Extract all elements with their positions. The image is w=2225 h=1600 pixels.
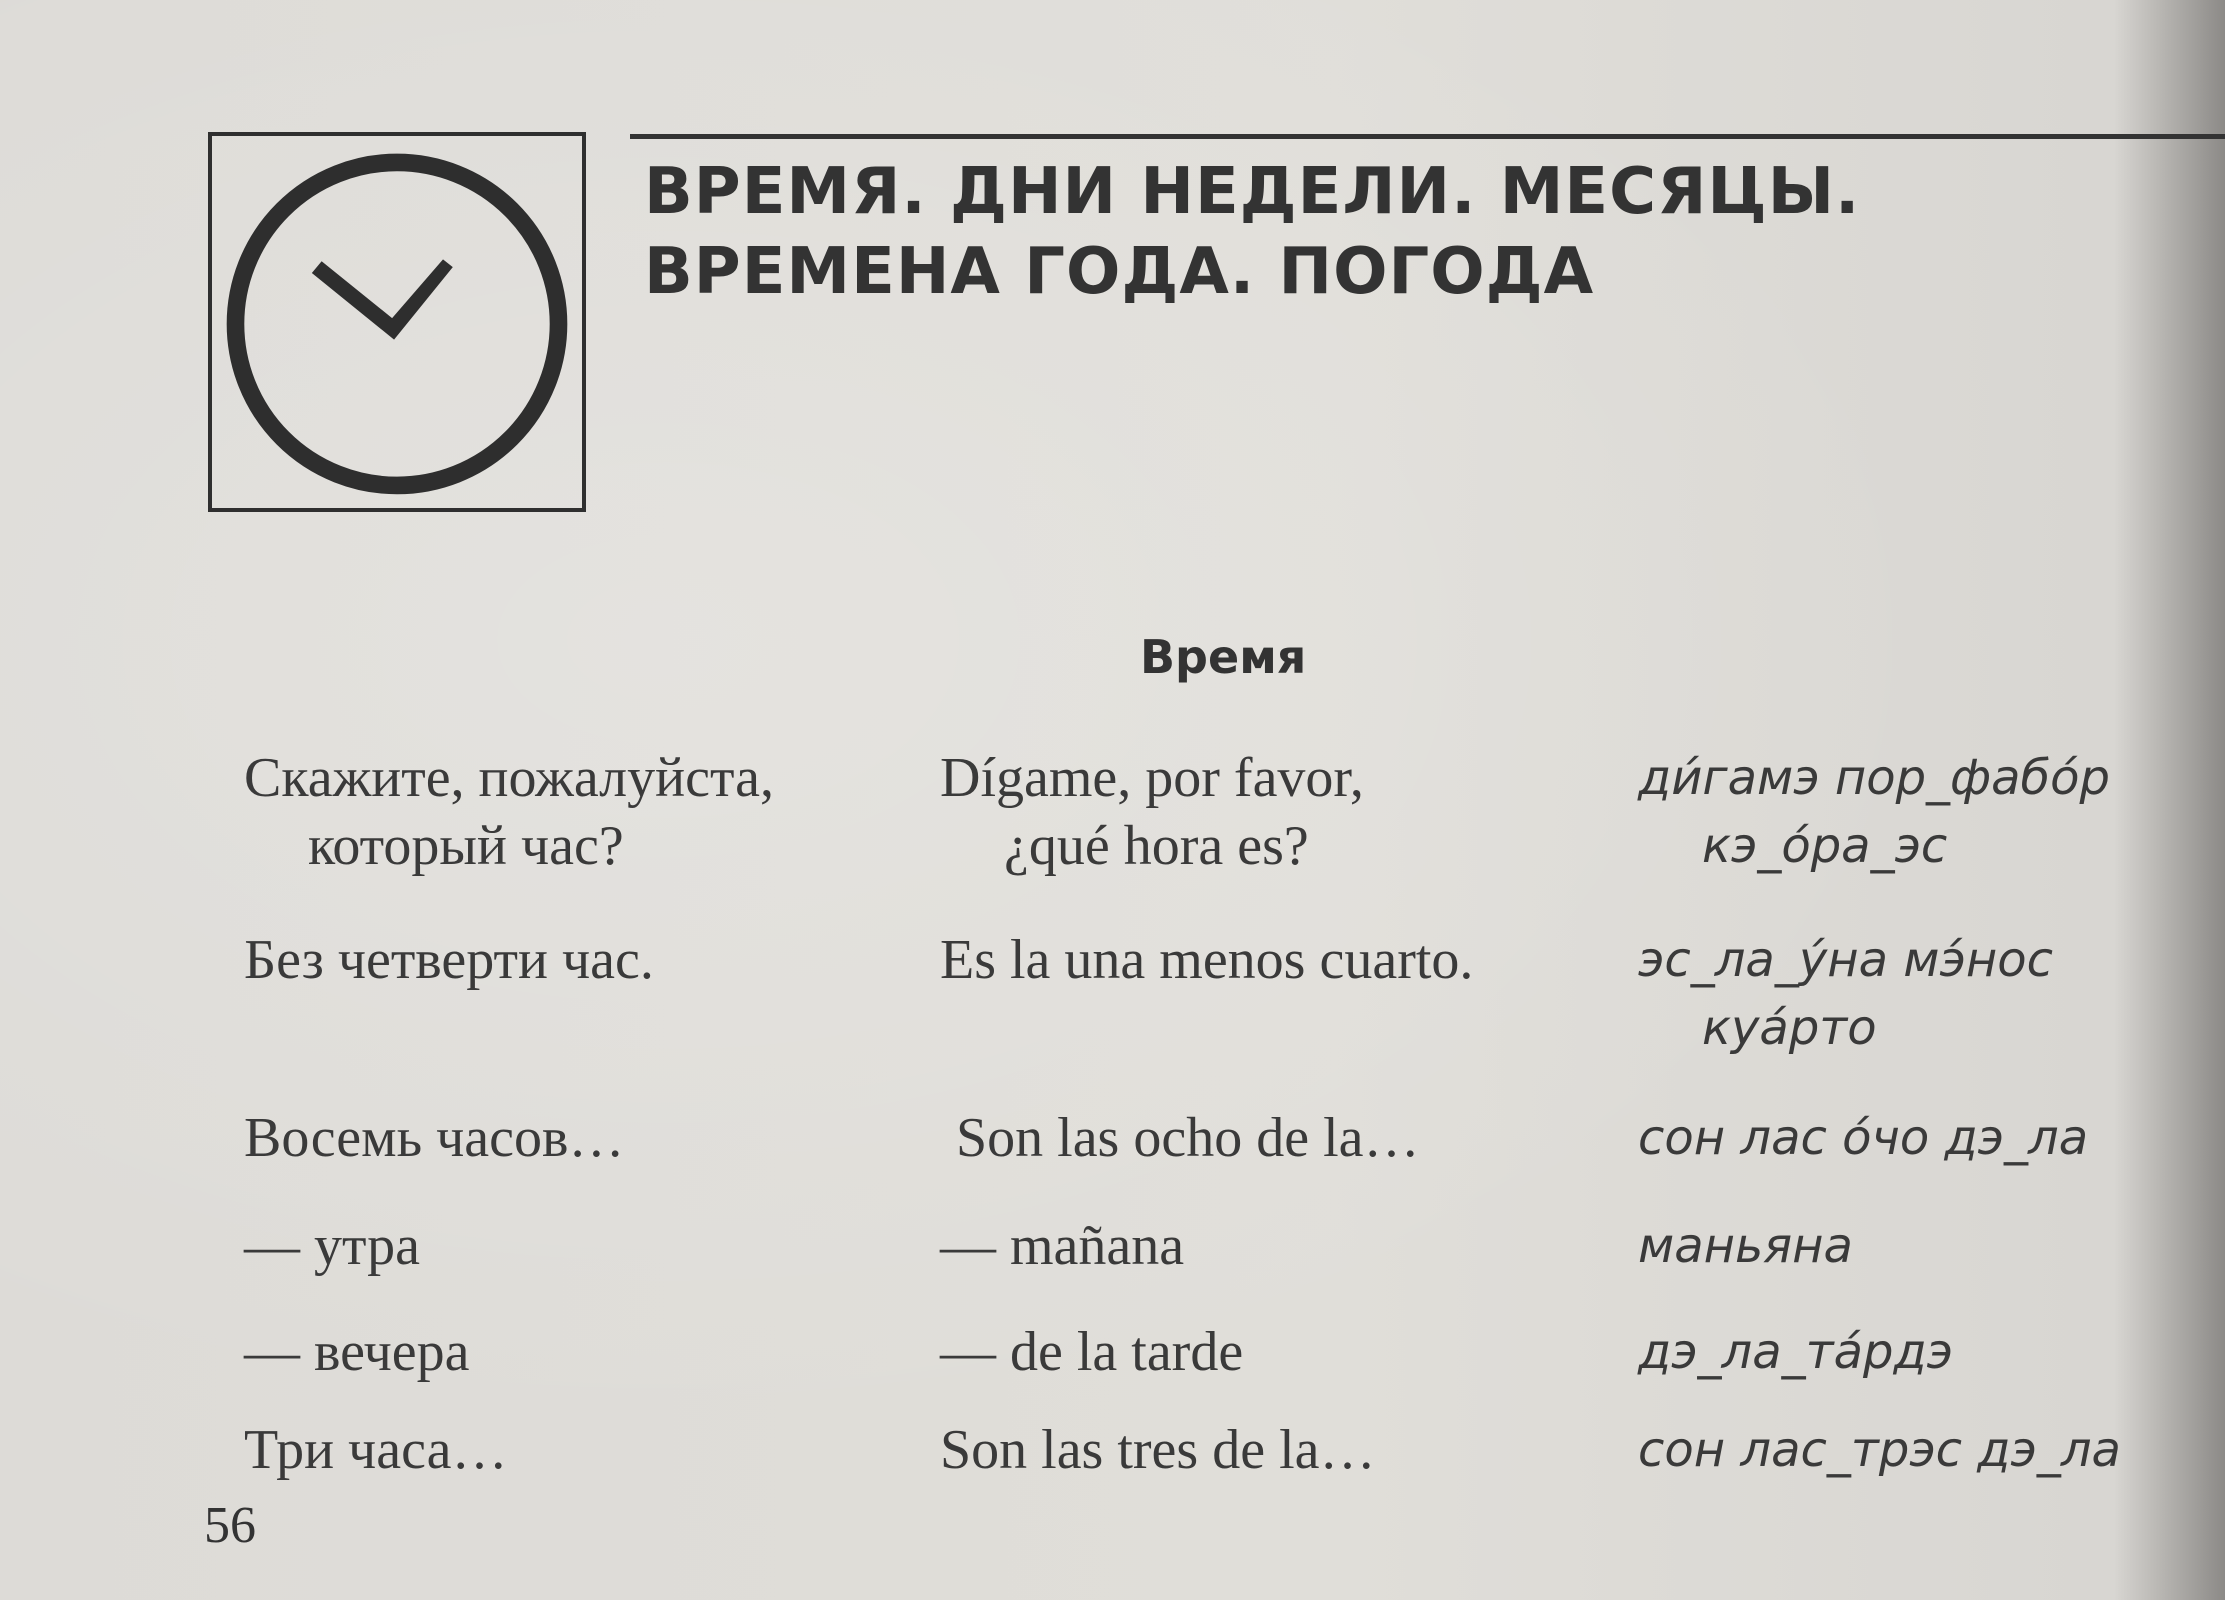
transcription-line: дэ_ла_та́рдэ [1638,1324,1953,1380]
russian-line: Три часа… [244,1419,508,1481]
transcription-line: кэ_о́ра_эс [1702,818,1948,874]
spanish-phrase [940,1212,1184,1280]
transcription-line: маньяна [1638,1218,1853,1274]
spanish-phrase [940,1416,1375,1484]
page-number: 56 [204,1497,256,1554]
chapter-title-line-1: ВРЕМЯ. ДНИ НЕДЕЛИ. МЕСЯЦЫ. [644,155,1861,229]
russian-phrase [244,744,774,880]
russian-phrase [244,1212,420,1280]
spanish-line: Dígame, por favor, [940,747,1364,809]
spanish-line: Son las tres de la… [940,1419,1376,1481]
transcription-line: ди́гамэ пор_фабо́р [1638,750,2110,806]
spanish-line: — de la tarde [940,1321,1244,1383]
spanish-phrase [940,1318,1243,1386]
russian-line: — вечера [244,1321,470,1383]
clock-icon-graphic [212,136,582,508]
russian-line: Без четверти час. [244,929,654,991]
transcription [1638,1318,1953,1386]
chapter-title [644,152,1860,312]
chapter-title-line-2: ВРЕМЕНА ГОДА. ПОГОДА [644,235,1595,309]
spanish-line: Es la una menos cuarto. [940,929,1474,991]
spanish-line: Son las ocho de la… [956,1107,1420,1169]
transcription [1638,1104,2088,1172]
spanish-phrase [940,926,1473,994]
spanish-phrase [956,1104,1419,1172]
russian-line: Скажите, пожалуйста, [244,747,774,809]
title-rule [630,134,2225,139]
clock-icon [208,132,586,512]
russian-phrase [244,1416,507,1484]
russian-line: который час? [308,815,624,877]
transcription-line: сон лас о́чо дэ_ла [1638,1110,2089,1166]
transcription [1638,744,2110,880]
transcription-line: эс_ла_у́на мэ́нос [1638,932,2053,988]
russian-phrase [244,926,654,994]
spanish-line: ¿qué hora es? [1004,815,1309,877]
section-heading: Время [1140,630,1307,684]
russian-line: Восемь часов… [244,1107,625,1169]
transcription [1638,1416,2121,1484]
russian-line: — утра [244,1215,421,1277]
transcription-line: куа́рто [1702,1000,1877,1056]
transcription-line: сон лас_трэс дэ_ла [1638,1422,2121,1478]
russian-phrase [244,1318,469,1386]
spanish-phrase [940,744,1364,880]
spanish-line: — mañana [940,1215,1185,1277]
transcription [1638,1212,1853,1280]
russian-phrase [244,1104,624,1172]
transcription [1638,926,2053,1062]
